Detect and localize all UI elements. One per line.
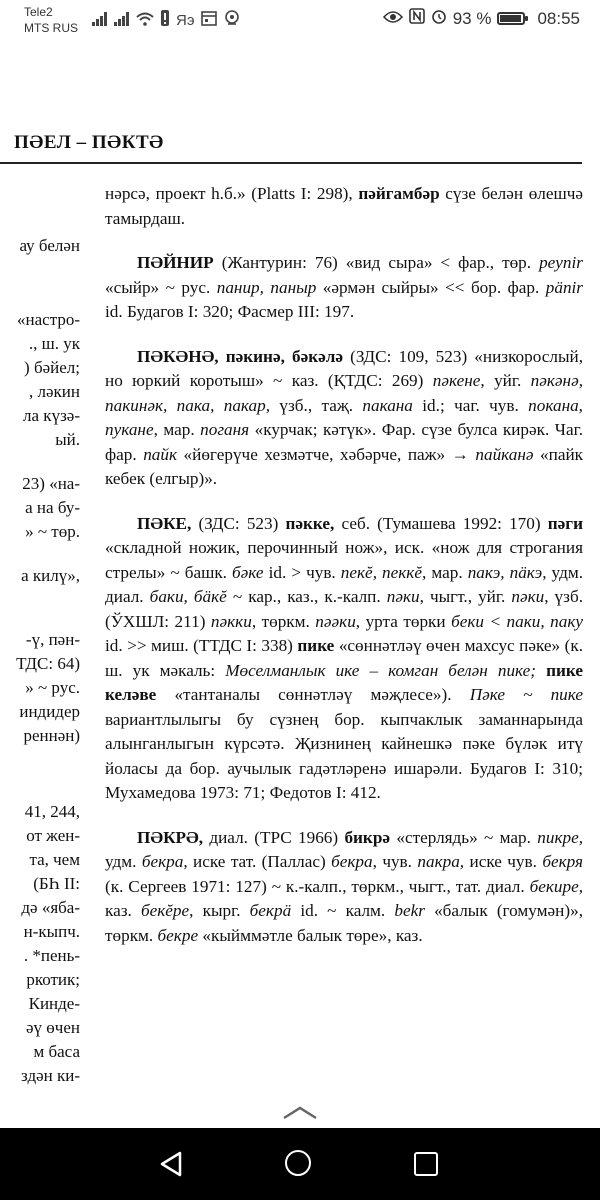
recent-apps-icon[interactable]	[414, 1152, 438, 1176]
page-header: ПӘЕЛ – ПӘКТӘ	[14, 132, 164, 153]
carrier-1: Tele2	[24, 5, 53, 19]
left-fragment: 23) «на-	[22, 474, 80, 493]
left-fragment: ау белән	[19, 236, 80, 255]
back-icon[interactable]	[158, 1151, 184, 1177]
left-fragment: ла күзә-	[23, 406, 80, 425]
left-fragment: реннән)	[23, 726, 80, 745]
left-fragment: н-кыпч.	[23, 922, 80, 941]
home-icon[interactable]	[285, 1150, 311, 1176]
left-fragment: от жен-	[26, 826, 80, 845]
eye-icon	[383, 9, 403, 29]
signal-icon	[92, 11, 108, 31]
left-fragment: индидер	[19, 702, 80, 721]
left-fragment: та, чем	[29, 850, 80, 869]
left-fragment: ТДС: 64)	[16, 654, 80, 673]
entry-pakra: ПӘКРӘ, диал. (ТРС 1966) бикрә «стерлядь» ~ мар. пикре, удм. бекра, иске тат. (Паллас) бекра, чув. пакра, иске чув. бекря (к. Сергеев 1971: 127) ~ к.-калп., төркм., чыгт., тат. диал. бекире, каз. бекĕре, кырг. бекрӓ id. ~ калм. bekr «балык (гомумән)», төркм. бекре «кыйммәтле балык төре», каз.	[105, 827, 583, 945]
battery-fill	[500, 15, 520, 22]
left-fragment: ) бәйел;	[24, 358, 80, 377]
navigation-bar	[0, 1128, 600, 1200]
wifi-icon	[136, 11, 154, 31]
entry-continuation: нәрсә, проект h.б.» (Platts I: 298), пәйгамбәр сүзе белән өлешчә тамырдаш.	[105, 184, 583, 228]
carrier-2: MTS RUS	[24, 21, 78, 35]
left-fragment: Кинде-	[28, 994, 80, 1013]
entry-pakana: ПӘКӘНӘ, пәкинә, бәкәлә (ЗДС: 109, 523) «низкорослый, но юркий коротыш» ~ каз. (ҚТДС: 269) пәкене, уйг. пәкәнә, пакинәк, пака, пакар, үзб., таҗ. пакана id.; чаг. чув. покана, пукане, мар. поганя «курчак; кәтүк». Фар. сүзе булса кирәк. Чаг. фар. пайк «йөгерүче хезмәтче, хәбәрче, паж» → пайканә «пайк кебек (елгыр)».	[105, 346, 584, 488]
system-icons	[383, 8, 580, 29]
left-column-fragments	[0, 182, 84, 1128]
left-fragment: ый.	[55, 430, 80, 449]
battery-percent: 93 %	[452, 8, 492, 28]
status-bar	[0, 0, 600, 44]
nfc-icon	[409, 8, 425, 29]
carrier-info	[24, 4, 78, 36]
dictionary-page[interactable]	[0, 44, 600, 1128]
left-fragment: » ~ төр.	[25, 522, 80, 541]
entry-pake: ПӘКЕ, (ЗДС: 523) пәкке, себ. (Тумашева 1992: 170) пәги «складной ножик, перочинный нож», иск. «нож для строгания стрелы» ~ башк. бәке id. > чув. пекĕ, пеккĕ, мар. пакэ, пӓкэ, удм. диал. баки, бӓкĕ ~ кар., каз., к.-калп. пәки, чыгт., уйг. пәки, үзб. (ЎХШЛ: 211) пәкки, төркм. пәәки, урта төрки беки < паки, паку id. >> миш. (ТТДС I: 338) пике «сөннәтләү өчен махсус пәке» (к. ш. ук мәкаль: Мөселманлык ике – комган белән пике; пике келәве «тантаналы сөннәтләү мәҗлесе»). Пәке ~ пике вариантлылыгы бу сүзнең бор. кыпчаклык заманнарында алынганлыгын күрсәтә. Җизнинең кайнешкә пәке бүләк итү йоласы да бор. аучылык гадәтләренә ишарәли. Будагов I: 310; Мухамедова 1973: 71; Федотов I: 412.	[105, 513, 584, 802]
left-fragment: дә «яба-	[21, 898, 80, 917]
clock: 08:55	[537, 8, 580, 28]
left-fragment: ркотик;	[26, 970, 80, 989]
left-fragment: а на бу-	[25, 498, 80, 517]
entry-paynir: ПӘЙНИР (Жантурин: 76) «вид сыра» < фар., төр. peynir «сыйр» ~ рус. панир, паныр «әрмән сыйры» << бор. фар. pänir id. Будагов I: 320; Фасмер III: 197.	[105, 253, 583, 321]
header-divider	[0, 162, 582, 164]
alarm-icon	[431, 8, 447, 29]
left-fragment: әү өчен	[26, 1018, 80, 1037]
left-fragment: м баса	[33, 1042, 80, 1061]
chevron-up-icon[interactable]	[282, 1106, 318, 1120]
right-column	[105, 182, 583, 968]
left-fragment: ., ш. ук	[28, 334, 80, 353]
left-fragment: а килү»,	[21, 566, 80, 585]
signal-icon	[114, 11, 130, 31]
notification-icons	[92, 10, 241, 31]
alert-icon	[160, 10, 170, 31]
app-icon: Яэ	[176, 12, 195, 29]
left-fragment: «настро-	[17, 310, 80, 329]
calendar-icon	[201, 10, 217, 31]
left-fragment: 41, 244,	[24, 802, 80, 821]
left-fragment: здән ки-	[21, 1066, 80, 1085]
left-fragment: (БҺ II:	[33, 874, 80, 893]
left-fragment: » ~ рус.	[25, 678, 80, 697]
app-icon	[223, 10, 241, 31]
left-fragment: . *пень-	[23, 946, 80, 965]
battery-icon	[497, 12, 525, 25]
left-fragment: -ү, пән-	[25, 630, 80, 649]
left-fragment: , ләкин	[29, 382, 80, 401]
